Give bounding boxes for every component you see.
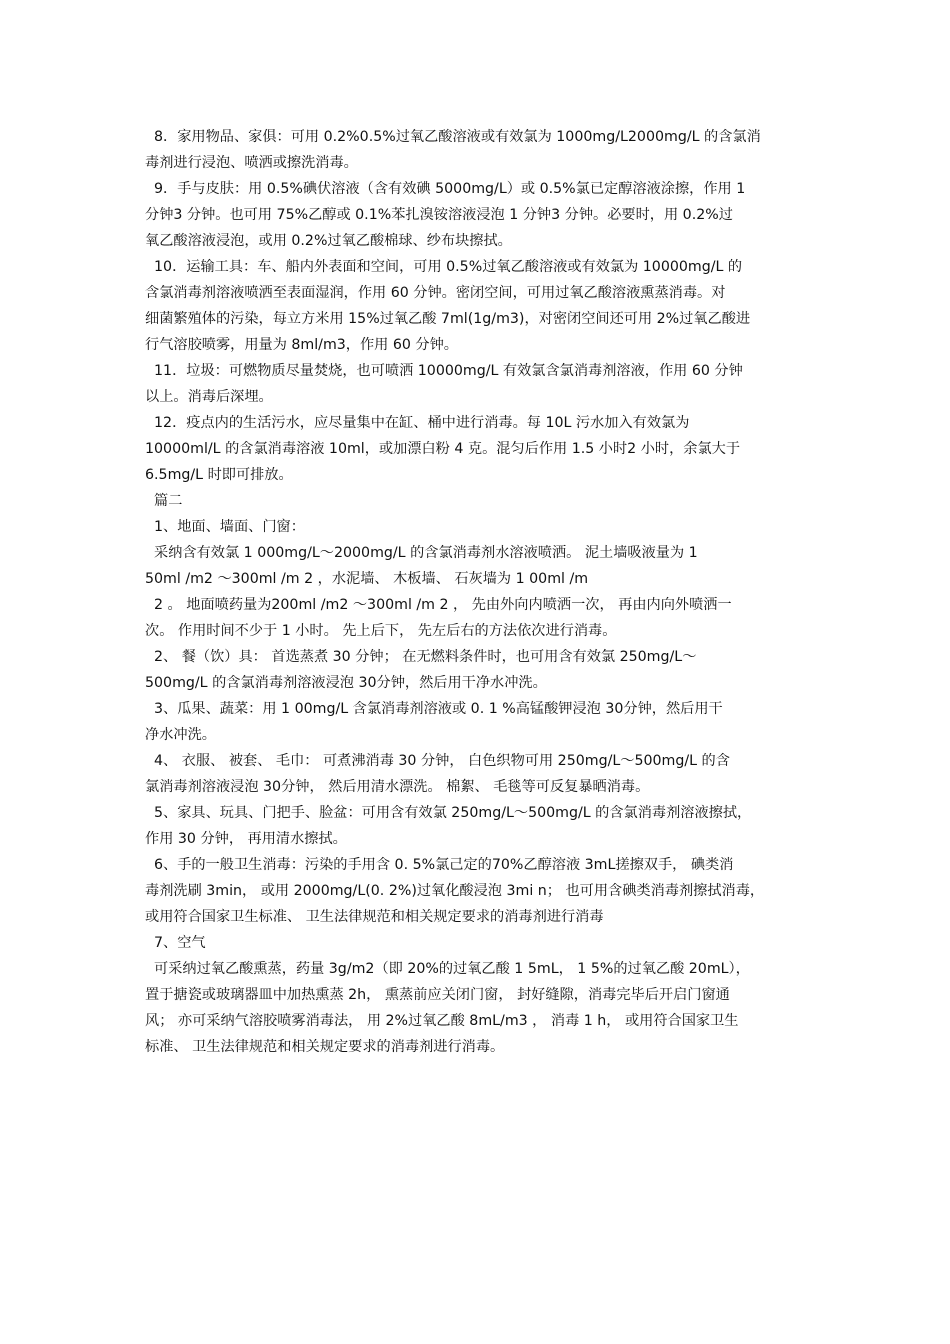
text-line: 行气溶胶喷雾，用量为 8ml/m3，作用 60 分钟。 [145, 337, 458, 353]
text-line: 2 。 地面喷药量为200ml /m2 ～300ml /m 2 ， 先由外向内喷洒一次， 再由内向外喷洒一 [145, 597, 732, 613]
text-line: 净水冲洗。 [145, 727, 216, 743]
text-line: 含氯消毒剂溶液喷洒至表面湿润，作用 60 分钟。密闭空间，可用过氧乙酸溶液熏蒸消毒。对 [145, 285, 726, 301]
text-line: 毒剂进行浸泡、喷洒或擦洗消毒。 [145, 155, 358, 171]
text-line: 氧乙酸溶液浸泡，或用 0.2%过氧乙酸棉球、纱布块擦拭。 [145, 233, 512, 249]
text-line: 2、 餐（饮）具： 首选蒸煮 30 分钟； 在无燃料条件时，也可用含有效氯 250mg/L～ [145, 649, 697, 665]
text-line: 10000ml/L 的含氯消毒溶液 10ml，或加漂白粉 4 克。混匀后作用 1.5 小时2 小时，余氯大于 [145, 441, 741, 457]
text-line: 毒剂洗刷 3min， 或用 2000mg/L(0. 2%)过氧化酸浸泡 3mi n； 也可用含碘类消毒剂擦拭消毒， [145, 883, 765, 899]
text-line: 5、家具、玩具、门把手、脸盆：可用含有效氯 250mg/L～500mg/L 的含氯消毒剂溶液擦拭， [145, 805, 752, 821]
text-line: 7、空气 [145, 935, 206, 951]
text-line: 次。 作用时间不少于 1 小时。 先上后下， 先左后右的方法依次进行消毒。 [145, 623, 617, 639]
text-line: 标准、 卫生法律规范和相关规定要求的消毒剂进行消毒。 [145, 1039, 505, 1055]
text-line: 6、手的一般卫生消毒：污染的手用含 0. 5%氯己定的70%乙醇溶液 3mL搓擦双手， 碘类消 [145, 857, 734, 873]
text-line: 以上。消毒后深埋。 [145, 389, 273, 405]
text-line: 作用 30 分钟， 再用清水擦拭。 [145, 831, 347, 847]
text-line: 分钟3 分钟。也可用 75%乙醇或 0.1%苯扎溴铵溶液浸泡 1 分钟3 分钟。必要时，用 0.2%过 [145, 207, 733, 223]
text-line: 1、地面、墙面、门窗： [145, 519, 305, 535]
text-line: 篇二 [145, 493, 183, 509]
text-line: 11．垃圾：可燃物质尽量焚烧，也可喷洒 10000mg/L 有效氯含氯消毒剂溶液，作用 60 分钟 [145, 363, 743, 379]
text-line: 置于搪瓷或玻璃器皿中加热熏蒸 2h， 熏蒸前应关闭门窗， 封好缝隙，消毒完毕后开启门窗通 [145, 987, 730, 1003]
text-line: 可采纳过氧乙酸熏蒸，药量 3g/m2（即 20%的过氧乙酸 1 5mL， 1 5%的过氧乙酸 20mL）， [145, 961, 750, 977]
text-line: 8．家用物品、家俱：可用 0.2%0.5%过氧乙酸溶液或有效氯为 1000mg/L2000mg/L 的含氯消 [145, 129, 761, 145]
text-line: 6.5mg/L 时即可排放。 [145, 467, 293, 483]
text-line: 4、 衣服、 被套、 毛巾： 可煮沸消毒 30 分钟， 白色织物可用 250mg/L～500mg/L 的含 [145, 753, 730, 769]
text-line: 或用符合国家卫生标准、 卫生法律规范和相关规定要求的消毒剂进行消毒 [145, 909, 604, 925]
text-line: 采纳含有效氯 1 000mg/L～2000mg/L 的含氯消毒剂水溶液喷洒。 泥土墙吸液量为 1 [145, 545, 698, 561]
text-line: 9．手与皮肤：用 0.5%碘伏溶液（含有效碘 5000mg/L）或 0.5%氯已定醇溶液涂擦，作用 1 [145, 181, 746, 197]
document-body [145, 124, 825, 1060]
text-line: 50ml /m2 ～300ml /m 2 ，水泥墙、 木板墙、 石灰墙为 1 00ml /m [145, 571, 589, 587]
text-line: 3、瓜果、蔬菜：用 1 00mg/L 含氯消毒剂溶液或 0. 1 %高锰酸钾浸泡 30分钟，然后用干 [145, 701, 723, 717]
text-line: 10．运输工具：车、船内外表面和空间，可用 0.5%过氧乙酸溶液或有效氯为 10000mg/L 的 [145, 259, 743, 275]
text-line: 风； 亦可采纳气溶胶喷雾消毒法， 用 2%过氧乙酸 8mL/m3 ， 消毒 1 h， 或用符合国家卫生 [145, 1013, 739, 1029]
text-line: 12．疫点内的生活污水，应尽量集中在缸、桶中进行消毒。每 10L 污水加入有效氯为 [145, 415, 690, 431]
text-line: 细菌繁殖体的污染，每立方米用 15%过氧乙酸 7ml(1g/m3)，对密闭空间还可用 2%过氧乙酸进 [145, 311, 751, 327]
text-line: 氯消毒剂溶液浸泡 30分钟， 然后用清水漂洗。 棉絮、 毛毯等可反复暴晒消毒。 [145, 779, 650, 795]
text-line: 500mg/L 的含氯消毒剂溶液浸泡 30分钟，然后用干净水冲洗。 [145, 675, 547, 691]
